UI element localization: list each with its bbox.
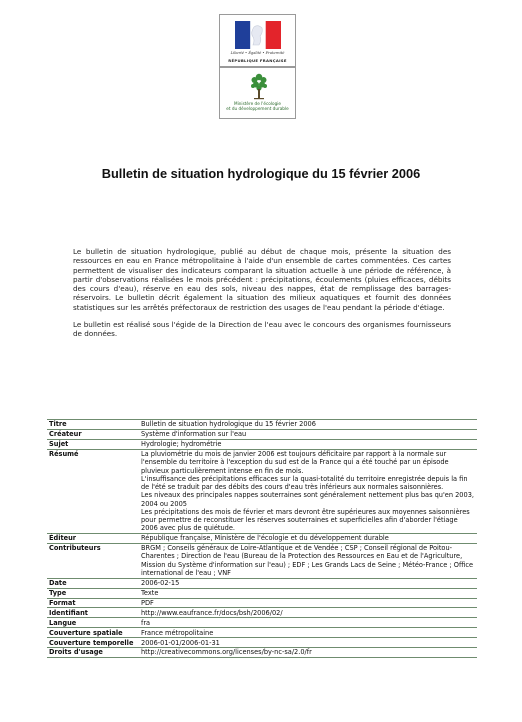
ministere-name: Ministère de l'écologie et du développement durable — [226, 101, 289, 111]
metadata-row-droits — [47, 648, 477, 658]
metadata-value: PDF — [139, 598, 477, 608]
metadata-value: 2006-02-15 — [139, 578, 477, 588]
metadata-value: fra — [139, 618, 477, 628]
tree-icon — [249, 72, 269, 100]
metadata-label: Résumé — [47, 449, 139, 533]
metadata-label: Éditeur — [47, 534, 139, 544]
metadata-row-titre — [47, 420, 477, 430]
metadata-label: Identifiant — [47, 608, 139, 618]
metadata-label: Couverture spatiale — [47, 628, 139, 638]
intro-paragraph: Le bulletin est réalisé sous l'égide de la Direction de l'eau avec le concours des organismes fournisseurs de données. — [73, 320, 451, 339]
metadata-row-editeur — [47, 534, 477, 544]
marianne-flag-icon — [235, 21, 281, 49]
metadata-label: Sujet — [47, 439, 139, 449]
metadata-label: Titre — [47, 420, 139, 430]
metadata-row-date — [47, 578, 477, 588]
metadata-row-sujet — [47, 439, 477, 449]
metadata-value: France métropolitaine — [139, 628, 477, 638]
metadata-row-type — [47, 588, 477, 598]
intro-paragraph: Le bulletin de situation hydrologique, publié au début de chaque mois, présente la situation des ressources en eau en France métropolitaine à l'aide d'un ensemble de cartes commentées. Ces cartes permettent de visualiser des indicateurs comparant la situation actuelle à une période de référence, à partir d'observations réalisées le mois précédent : précipitations, écoulements (pluies efficaces, débits des cours d'eau), réserve en eau des sols, niveau des nappes, état de remplissage des barrages-réservoirs. Le bulletin décrit également la situation des milieux aquatiques et fournit des données statistiques sur les arrêtés préfectoraux de restriction des usages de l'eau pendant la période d'étiage. — [73, 247, 451, 312]
metadata-value: 2006-01-01/2006-01-31 — [139, 638, 477, 648]
metadata-value — [139, 449, 477, 533]
metadata-label: Type — [47, 588, 139, 598]
republique-francaise-logo — [219, 14, 296, 67]
resume-paragraph: Les niveaux des principales nappes souterraines sont généralement nettement plus bas qu'en 2003, 2004 ou 2005 — [141, 491, 474, 508]
metadata-label: Format — [47, 598, 139, 608]
metadata-label: Droits d'usage — [47, 648, 139, 658]
metadata-value: http://www.eaufrance.fr/docs/bsh/2006/02/ — [139, 608, 477, 618]
metadata-label: Date — [47, 578, 139, 588]
metadata-value: Système d'information sur l'eau — [139, 429, 477, 439]
metadata-label: Contributeurs — [47, 543, 139, 578]
resume-paragraph: La pluviométrie du mois de janvier 2006 est toujours déficitaire par rapport à la normale sur l'ensemble du territoire à l'exception du sud est de la France qui a été touché par un épisode pluvieux particulièrement intense en fin de mois. — [141, 450, 449, 475]
metadata-table — [47, 419, 477, 658]
metadata-label: Langue — [47, 618, 139, 628]
metadata-value: http://creativecommons.org/licenses/by-nc-sa/2.0/fr — [139, 648, 477, 658]
metadata-row-couverture-temporelle — [47, 638, 477, 648]
metadata-row-langue — [47, 618, 477, 628]
ministere-logo — [219, 67, 296, 119]
metadata-row-resume — [47, 449, 477, 533]
intro-text — [73, 247, 451, 347]
republic-motto: Liberté • Égalité • Fraternité — [230, 51, 285, 55]
metadata-label: Couverture temporelle — [47, 638, 139, 648]
metadata-value: Hydrologie; hydrométrie — [139, 439, 477, 449]
metadata-row-identifiant — [47, 608, 477, 618]
metadata-row-couverture-spatiale — [47, 628, 477, 638]
document-title: Bulletin de situation hydrologique du 15 février 2006 — [101, 166, 421, 181]
metadata-value: République française, Ministère de l'écologie et du développement durable — [139, 534, 477, 544]
metadata-label: Créateur — [47, 429, 139, 439]
republic-name: RÉPUBLIQUE FRANÇAISE — [228, 58, 287, 63]
metadata-value: BRGM ; Conseils généraux de Loire-Atlantique et de Vendée ; CSP ; Conseil régional de Poitou-Charentes ; Direction de l'eau (Bureau de la Protection des Ressources en Eau et de l'Agriculture, Mission du Système d'information sur l'eau) ; EDF ; Les Grands Lacs de Seine ; Météo-France ; Office international de l'eau ; VNF — [139, 543, 477, 578]
metadata-row-format — [47, 598, 477, 608]
resume-paragraph: Les précipitations des mois de février et mars devront être supérieures aux moyennes saisonnières pour permettre de reconstituer les réserves souterraines et superficielles afin d'aborder l'étiage 2006 avec plus de quiétude. — [141, 507, 470, 533]
metadata-value: Texte — [139, 588, 477, 598]
metadata-row-createur — [47, 429, 477, 439]
metadata-row-contributeurs — [47, 543, 477, 578]
resume-paragraph: L'insuffisance des précipitations efficaces sur la quasi-totalité du territoire enregistrée depuis la fin de l'été se traduit par des débits des cours d'eau très inférieurs aux normales saisonnières. — [141, 474, 468, 492]
metadata-value: Bulletin de situation hydrologique du 15 février 2006 — [139, 420, 477, 430]
